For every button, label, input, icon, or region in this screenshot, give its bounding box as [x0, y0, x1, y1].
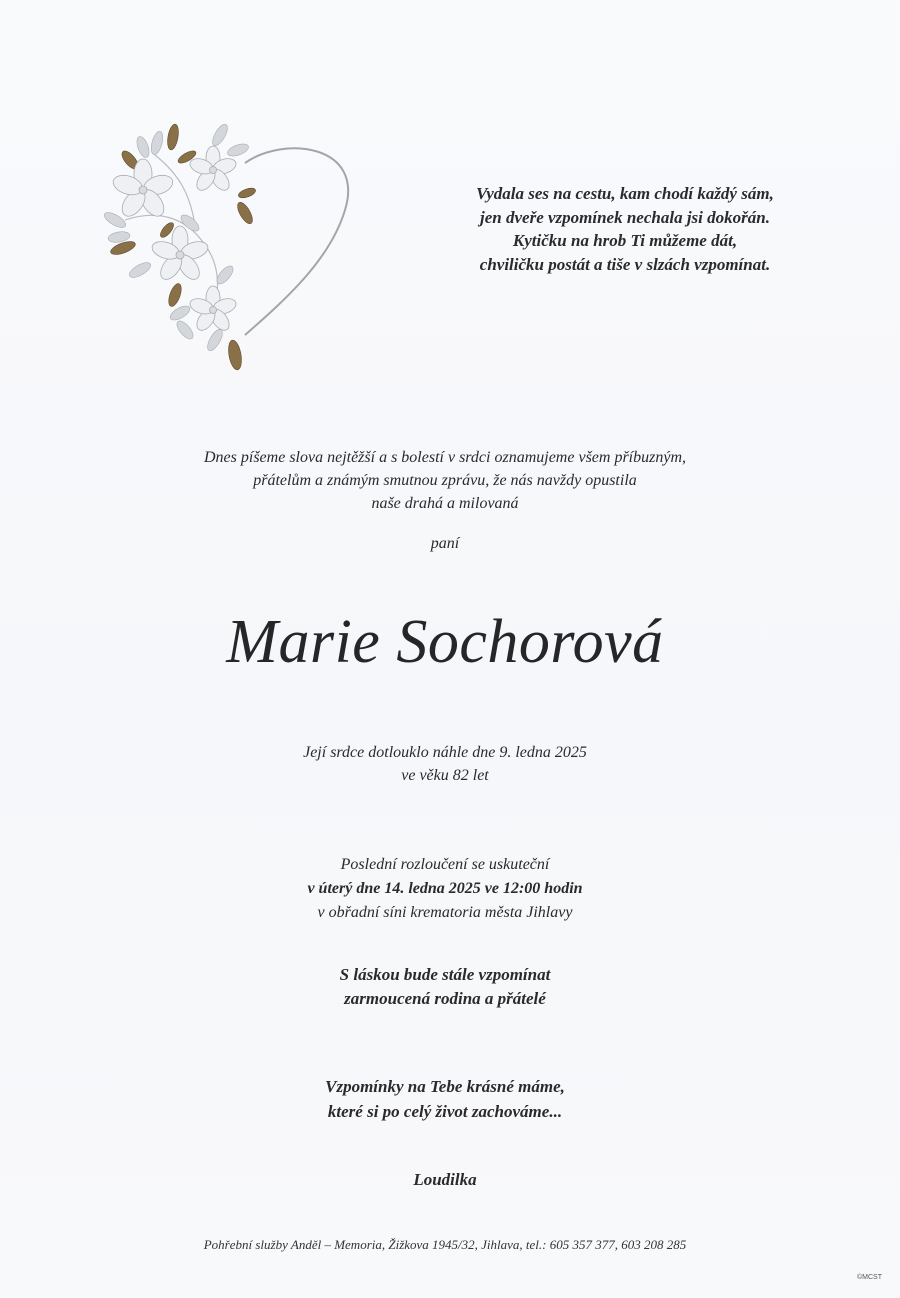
deceased-name: Marie Sochorová — [226, 608, 664, 676]
funeral-location: v obřadní síni krematoria města Jihlavy — [317, 904, 573, 921]
poem-line: Kytičku na hrob Ti můžeme dát, — [512, 231, 738, 250]
family-line: zarmoucená rodina a přátelé — [344, 989, 546, 1008]
flower-heart-icon — [95, 115, 370, 385]
announcement-line: přátelům a známým smutnou zprávu, že nás navždy opustila — [253, 472, 637, 489]
poem-line: chviličku postát a tiše v slzách vzpomínat. — [479, 254, 771, 274]
announcement — [100, 446, 790, 515]
family-line: S láskou bude stále vzpomínat — [339, 965, 551, 984]
poem-line: jen dveře vzpomínek nechala jsi dokořán. — [480, 207, 770, 227]
title-word: paní — [430, 535, 460, 552]
memory-line: Vzpomínky na Tebe krásné máme, — [325, 1077, 565, 1096]
memory-verse — [100, 1074, 790, 1124]
poem-line: Vydala ses na cestu, kam chodí každý sám, — [476, 184, 774, 203]
announcement-line: naše drahá a milovaná — [371, 495, 519, 512]
copyright-mark: ©MCST — [857, 1274, 882, 1281]
funeral-service-footer: Pohřební služby Anděl – Memoria, Žižkova 1945/32, Jihlava, tel.: 605 357 377, 603 208 285 — [203, 1237, 687, 1252]
funeral-info — [100, 853, 790, 925]
death-info — [100, 741, 790, 787]
signature: Loudilka — [413, 1170, 477, 1189]
death-date-line: Její srdce dotlouklo náhle dne 9. ledna 2025 — [303, 744, 587, 761]
funeral-intro: Poslední rozloučení se uskuteční — [340, 856, 550, 873]
memory-line: které si po celý život zachováme... — [327, 1102, 563, 1121]
poem — [420, 182, 830, 276]
family-note — [100, 963, 790, 1011]
funeral-datetime: v úterý dne 14. ledna 2025 ve 12:00 hodin — [307, 880, 583, 897]
announcement-line: Dnes píšeme slova nejtěžší a s bolestí v srdci oznamujeme všem příbuzným, — [204, 449, 686, 466]
age-line: ve věku 82 let — [401, 767, 489, 784]
